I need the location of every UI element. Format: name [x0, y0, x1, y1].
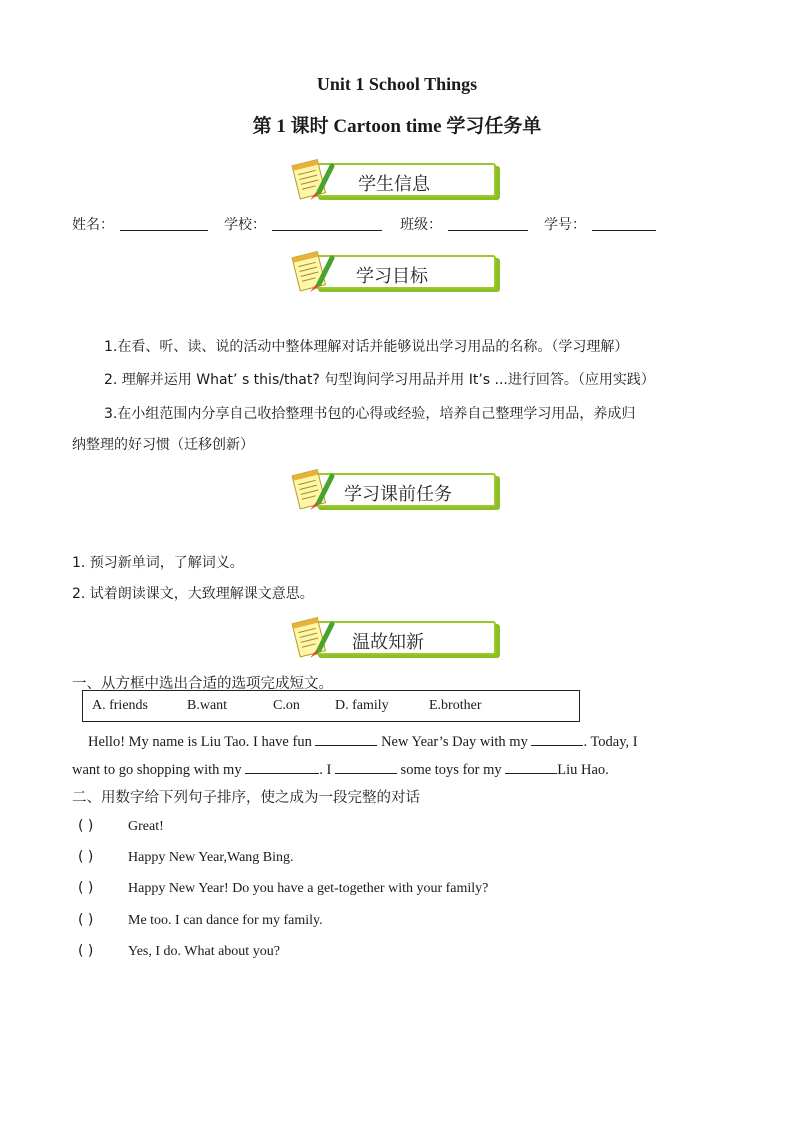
dialogue-item [78, 943, 280, 960]
goal-3-line-2: 纳整理的好习惯（迁移创新） [72, 437, 254, 453]
banner-label: 学生信息 [358, 174, 430, 195]
dialogue-item [78, 849, 294, 866]
option-a: A. friends [92, 698, 148, 713]
option-e: E.brother [429, 698, 482, 713]
dialogue-text: Yes, I do. What about you? [128, 944, 280, 959]
order-blank[interactable]: ( ) [78, 912, 94, 928]
banner-bar [314, 163, 496, 197]
goal-3-line-1: 3.在小组范围内分享自己收拾整理书包的心得或经验，培养自己整理学习用品，养成归 [104, 406, 636, 422]
dialogue-text: Happy New Year,Wang Bing. [128, 850, 294, 865]
number-label: 学号： [544, 217, 586, 233]
section-banner-review [288, 614, 508, 662]
section-banner-goals [288, 248, 508, 296]
passage-text: some toys for my [400, 762, 502, 778]
notepad-pencil-icon [288, 466, 336, 514]
dialogue-item [78, 912, 323, 929]
dialogue-text: Me too. I can dance for my family. [128, 913, 323, 928]
page-title: Unit 1 School Things [316, 74, 478, 94]
exercise-2-heading: 二、用数字给下列句子排序，使之成为一段完整的对话 [72, 790, 420, 806]
option-d: D. family [335, 698, 389, 713]
passage-blank-4[interactable] [335, 759, 397, 774]
banner-bar [314, 621, 496, 655]
banner-label: 温故知新 [352, 632, 424, 653]
class-label: 班级： [400, 217, 442, 233]
goal-1: 1.在看、听、读、说的活动中整体理解对话并能够说出学习用品的名称。（学习理解） [104, 339, 629, 355]
goal-2: 2. 理解并运用 What’ s this/that? 句型询问学习用品并用 It’s ...进行回答。（应用实践） [104, 372, 655, 388]
notepad-pencil-icon [288, 248, 336, 296]
dialogue-text: Happy New Year! Do you have a get-together with your family? [128, 881, 489, 896]
order-blank[interactable]: ( ) [78, 880, 94, 896]
passage-blank-5[interactable] [505, 759, 557, 774]
options-box [82, 690, 580, 722]
section-banner-student-info [288, 156, 508, 204]
name-label: 姓名： [72, 217, 114, 233]
pre-task-2: 2. 试着朗读课文，大致理解课文意思。 [72, 586, 314, 602]
passage-text: . I [319, 762, 332, 778]
school-blank[interactable] [272, 230, 382, 231]
passage-line-2 [72, 759, 609, 779]
order-blank[interactable]: ( ) [78, 849, 94, 865]
dialogue-item [78, 880, 488, 897]
passage-blank-1[interactable] [315, 731, 377, 746]
passage-line-1 [88, 731, 638, 751]
school-label: 学校： [224, 217, 266, 233]
page-subtitle: 第 1 课时 Cartoon time 学习任务单 [252, 116, 542, 137]
passage-text: Hello! My name is Liu Tao. I have fun [88, 734, 312, 750]
passage-text: New Year’s Day with my [381, 734, 528, 750]
passage-blank-2[interactable] [531, 731, 583, 746]
class-blank[interactable] [448, 230, 528, 231]
notepad-pencil-icon [288, 156, 336, 204]
number-blank[interactable] [592, 230, 656, 231]
order-blank[interactable]: ( ) [78, 818, 94, 834]
student-info-row [72, 214, 722, 236]
dialogue-item [78, 818, 164, 835]
order-blank[interactable]: ( ) [78, 943, 94, 959]
dialogue-text: Great! [128, 819, 164, 834]
notepad-pencil-icon [288, 614, 336, 662]
name-blank[interactable] [120, 230, 208, 231]
passage-blank-3[interactable] [245, 759, 319, 774]
passage-text: . Today, I [583, 734, 638, 750]
exercise-1-heading: 一、从方框中选出合适的选项完成短文。 [72, 676, 333, 692]
banner-label: 学习目标 [356, 266, 428, 287]
pre-task-1: 1. 预习新单词，了解词义。 [72, 555, 244, 571]
passage-text: want to go shopping with my [72, 762, 242, 778]
option-c: C.on [273, 698, 300, 713]
option-b: B.want [187, 698, 228, 713]
banner-bar [314, 255, 496, 289]
banner-label: 学习课前任务 [344, 484, 452, 505]
banner-bar [314, 473, 496, 507]
passage-text: Liu Hao. [557, 762, 609, 778]
section-banner-pre-tasks [288, 466, 508, 514]
